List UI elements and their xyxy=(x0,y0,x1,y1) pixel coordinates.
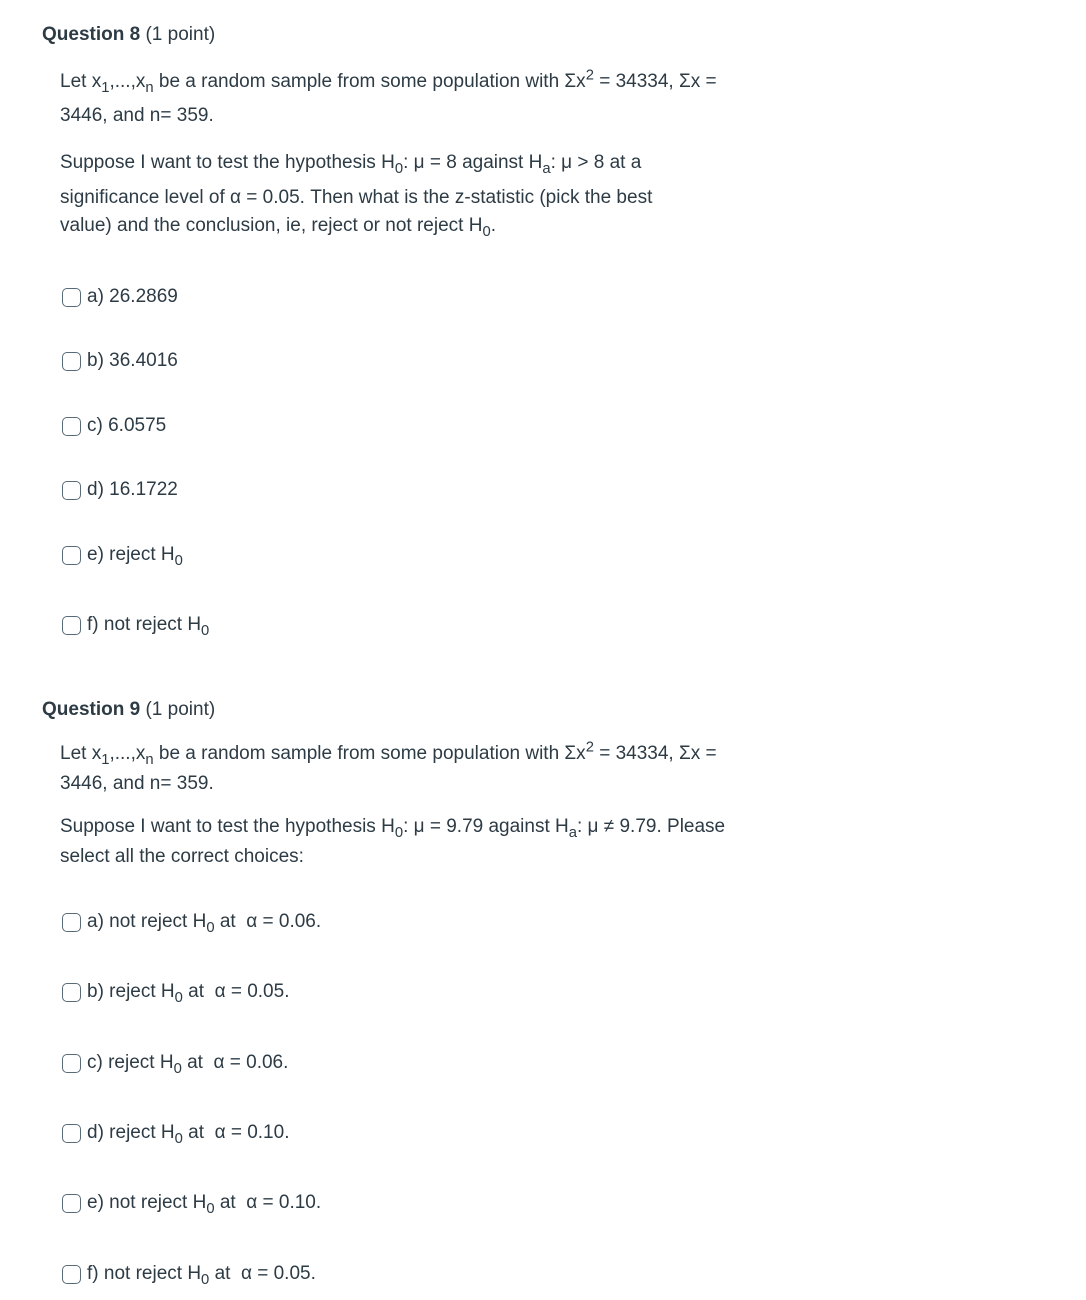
option-label xyxy=(87,1052,289,1078)
q9-option-c[interactable] xyxy=(62,1051,289,1078)
option-text: at α = 0.06. xyxy=(181,1052,289,1073)
stem-text: Let x xyxy=(60,743,102,764)
subscript: 0 xyxy=(173,1061,182,1078)
stem-line: 3446, and n= 359. xyxy=(60,773,214,794)
subscript: 1 xyxy=(101,752,110,769)
question-points: (1 point) xyxy=(145,699,216,720)
q8-option-c[interactable] xyxy=(62,414,166,438)
q8-option-d[interactable] xyxy=(62,478,178,502)
question-number: Question 9 xyxy=(42,699,141,720)
checkbox[interactable] xyxy=(62,1124,81,1143)
option-text: at α = 0.10. xyxy=(182,1122,290,1143)
subscript: 0 xyxy=(174,1131,183,1148)
superscript: 2 xyxy=(585,67,594,84)
prompt-text: Suppose I want to test the hypothesis H xyxy=(60,152,395,173)
prompt-text: . xyxy=(490,215,496,236)
q9-option-b[interactable] xyxy=(62,980,290,1007)
subscript: 0 xyxy=(206,920,215,937)
prompt-text: : μ = 9.79 against H xyxy=(403,816,569,837)
option-label xyxy=(87,1263,316,1289)
checkbox[interactable] xyxy=(62,288,81,307)
option-text: at α = 0.05. xyxy=(209,1263,316,1284)
question-8-stem xyxy=(60,66,800,131)
stem-text: = 34334, Σx = xyxy=(593,71,717,92)
checkbox[interactable] xyxy=(62,481,81,500)
q8-option-f[interactable] xyxy=(62,613,210,640)
question-number: Question 8 xyxy=(42,24,141,45)
prompt-text: : μ ≠ 9.79. Please xyxy=(577,816,726,837)
q9-option-a[interactable] xyxy=(62,910,322,937)
prompt-text: Suppose I want to test the hypothesis H xyxy=(60,816,395,837)
option-label: d) 16.1722 xyxy=(87,479,178,500)
checkbox[interactable] xyxy=(62,352,81,371)
subscript: 0 xyxy=(174,553,183,570)
prompt-text: value) and the conclusion, ie, reject or not reject H xyxy=(60,215,483,236)
question-9-prompt xyxy=(60,811,800,872)
stem-text: be a random sample from some population with Σx xyxy=(153,743,586,764)
option-text: f) not reject H xyxy=(87,614,202,635)
q8-option-b[interactable] xyxy=(62,349,178,373)
prompt-line: significance level of α = 0.05. Then what is the z-statistic (pick the best xyxy=(60,187,653,208)
subscript: 0 xyxy=(394,161,404,178)
prompt-line xyxy=(60,210,800,241)
q9-option-d[interactable] xyxy=(62,1121,290,1148)
checkbox[interactable] xyxy=(62,417,81,436)
q8-option-a[interactable] xyxy=(62,285,178,309)
question-8-prompt xyxy=(60,147,800,241)
option-text: e) not reject H xyxy=(87,1192,207,1213)
checkbox[interactable] xyxy=(62,616,81,635)
subscript: 0 xyxy=(174,990,183,1007)
option-label xyxy=(87,1122,290,1148)
q9-option-e[interactable] xyxy=(62,1191,322,1218)
subscript: 0 xyxy=(394,825,404,842)
subscript: 0 xyxy=(201,623,210,640)
option-label: c) 6.0575 xyxy=(87,415,167,436)
stem-text: Let x xyxy=(60,71,102,92)
option-text: f) not reject H xyxy=(87,1263,202,1284)
option-text: at α = 0.05. xyxy=(182,981,290,1002)
stem-line xyxy=(60,738,800,769)
stem-text: = 34334, Σx = xyxy=(593,743,717,764)
option-label xyxy=(87,544,183,570)
option-label xyxy=(87,981,290,1007)
prompt-line xyxy=(60,147,800,178)
stem-line xyxy=(60,66,800,97)
checkbox[interactable] xyxy=(62,546,81,565)
q9-option-f[interactable] xyxy=(62,1262,316,1289)
option-label xyxy=(87,614,210,640)
superscript: 2 xyxy=(585,739,594,756)
subscript: a xyxy=(568,825,577,842)
subscript: 0 xyxy=(206,1201,215,1218)
option-label: b) 36.4016 xyxy=(87,350,178,371)
option-label xyxy=(87,911,322,937)
checkbox[interactable] xyxy=(62,983,81,1002)
option-text: e) reject H xyxy=(87,544,175,565)
option-label xyxy=(87,1192,322,1218)
question-9-header xyxy=(42,699,215,721)
option-text: b) reject H xyxy=(87,981,175,1002)
option-text: at α = 0.10. xyxy=(214,1192,322,1213)
stem-line: 3446, and n= 359. xyxy=(60,105,214,126)
prompt-line: select all the correct choices: xyxy=(60,846,304,867)
subscript: a xyxy=(542,161,551,178)
checkbox[interactable] xyxy=(62,913,81,932)
checkbox[interactable] xyxy=(62,1054,81,1073)
stem-text: ,...,x xyxy=(109,743,146,764)
stem-text: ,...,x xyxy=(109,71,146,92)
q8-option-e[interactable] xyxy=(62,543,183,570)
question-9-stem xyxy=(60,738,800,799)
subscript: 0 xyxy=(201,1272,210,1289)
question-8-header xyxy=(42,24,215,46)
checkbox[interactable] xyxy=(62,1194,81,1213)
option-text: d) reject H xyxy=(87,1122,175,1143)
subscript: 0 xyxy=(482,224,491,241)
stem-text: be a random sample from some population with Σx xyxy=(153,71,586,92)
prompt-line xyxy=(60,811,800,842)
subscript: n xyxy=(145,752,154,769)
checkbox[interactable] xyxy=(62,1265,81,1284)
option-text: c) reject H xyxy=(87,1052,174,1073)
question-points: (1 point) xyxy=(145,24,216,45)
option-text: at α = 0.06. xyxy=(214,911,322,932)
option-label: a) 26.2869 xyxy=(87,286,178,307)
prompt-text: : μ > 8 at a xyxy=(550,152,642,173)
prompt-text: : μ = 8 against H xyxy=(403,152,543,173)
subscript: 1 xyxy=(101,80,110,97)
subscript: n xyxy=(145,80,154,97)
option-text: a) not reject H xyxy=(87,911,207,932)
